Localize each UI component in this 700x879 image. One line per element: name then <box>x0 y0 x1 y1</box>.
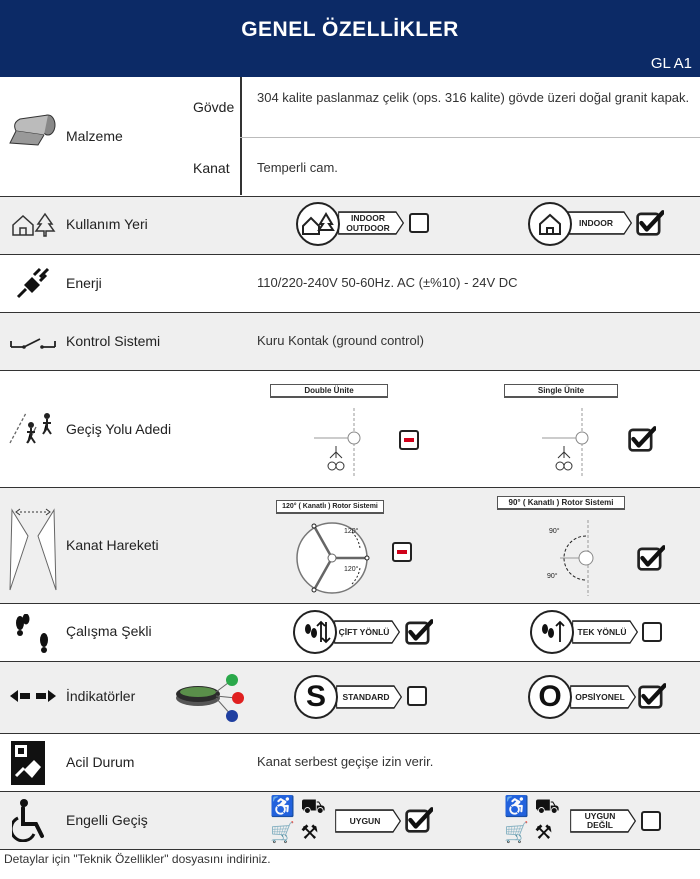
standard-checkbox[interactable] <box>407 686 427 706</box>
standard-badge <box>294 675 338 719</box>
indoor-outdoor-badge <box>296 202 340 246</box>
divider <box>240 137 700 138</box>
indoor-badge <box>528 202 572 246</box>
opsiyonel-checked-checkbox[interactable] <box>638 683 666 709</box>
kanat-hareketi-label: Kanat Hareketi <box>66 537 159 553</box>
enerji-value: 110/220-240V 50-60Hz. AC (±%10) - 24V DC <box>257 275 518 290</box>
accessibility-icons-group <box>270 794 326 846</box>
power-plug-icon <box>14 267 52 301</box>
row-gecis <box>0 371 700 488</box>
acil-label: Acil Durum <box>66 754 135 770</box>
tek-yonlu-tag: TEK YÖNLÜ <box>577 627 627 637</box>
indoor-outdoor-icon <box>10 211 56 237</box>
tek-yonlu-checkbox[interactable] <box>642 622 662 642</box>
unidirectional-footsteps-icon <box>532 612 572 652</box>
opsiyonel-letter: O <box>538 680 562 713</box>
model-code: GL A1 <box>650 55 692 72</box>
standard-tag: STANDARD <box>342 692 390 702</box>
row-calisma <box>0 604 700 662</box>
stroller-icon: ⛟ <box>534 796 560 818</box>
double-unite-diagram <box>312 406 372 478</box>
malzeme-label: Malzeme <box>66 128 123 144</box>
wheelchair-small-icon: ♿ <box>270 796 295 818</box>
angle-label: 120° <box>344 566 359 573</box>
kontrol-value: Kuru Kontak (ground control) <box>257 333 424 348</box>
uygun-degil-tag: UYGUN DEĞİL <box>584 811 616 830</box>
angle-label: 120° <box>344 528 359 535</box>
arrow-indicators-icon <box>8 688 58 704</box>
standard-letter: S <box>305 680 326 713</box>
kullanim-label: Kullanım Yeri <box>66 216 148 232</box>
row-enerji <box>0 255 700 313</box>
angle-label: 90° <box>549 528 560 535</box>
cart-icon: 🛒 <box>270 822 295 844</box>
opsiyonel-tag: OPSİYONEL <box>575 692 625 702</box>
row-acil <box>0 734 700 792</box>
engelli-label: Engelli Geçiş <box>66 812 148 828</box>
rotor-90-checked-checkbox[interactable] <box>637 545 665 571</box>
page-title: GENEL ÖZELLİKLER <box>241 18 459 41</box>
rotor-120-diagram <box>292 518 372 598</box>
acil-value: Kanat serbest geçişe izin verir. <box>257 754 434 769</box>
kanat-material-value: Temperli cam. <box>257 160 338 175</box>
bidirectional-footsteps-icon <box>295 612 335 652</box>
double-unite-caption: Double Ünite <box>270 384 388 398</box>
divider <box>240 77 242 195</box>
cart-icon: 🛒 <box>504 822 529 844</box>
switch-contact-icon <box>10 335 56 351</box>
indicator-dot <box>232 692 244 704</box>
row-malzeme <box>0 77 700 197</box>
accessibility-icons-group <box>504 794 560 846</box>
opsiyonel-badge <box>528 675 572 719</box>
uygun-tag: UYGUN <box>349 816 381 826</box>
single-unite-checked-checkbox[interactable] <box>628 426 656 452</box>
uygun-checked-checkbox[interactable] <box>405 807 433 833</box>
trolley-icon: ⚒ <box>534 822 553 844</box>
indicator-dot <box>226 674 238 686</box>
row-engelli <box>0 792 700 850</box>
steel-roll-icon <box>8 113 58 147</box>
wheelchair-icon <box>12 798 52 842</box>
emergency-button-icon <box>10 740 46 786</box>
rotor-90-caption: 90° ( Kanatlı ) Rotor Sistemi <box>497 496 625 510</box>
kontrol-label: Kontrol Sistemi <box>66 333 161 349</box>
row-kontrol <box>0 313 700 371</box>
single-unite-caption: Single Ünite <box>504 384 618 398</box>
kanat-material-label: Kanat <box>193 160 230 176</box>
calisma-label: Çalışma Şekli <box>66 623 152 639</box>
gecis-label: Geçiş Yolu Adedi <box>66 421 172 437</box>
wing-panels-icon <box>8 506 58 594</box>
indicator-dot <box>226 710 238 722</box>
indoor-tag: INDOOR <box>579 218 613 228</box>
tek-yonlu-badge <box>530 610 574 654</box>
cift-yonlu-tag: ÇİFT YÖNLÜ <box>338 627 390 637</box>
rotor-120-caption: 120° ( Kanatlı ) Rotor Sistemi <box>276 500 384 514</box>
angle-label: 90° <box>547 573 558 580</box>
indoor-outdoor-checkbox[interactable] <box>409 213 429 233</box>
house-tree-icon <box>298 204 338 244</box>
footsteps-icon <box>12 614 56 654</box>
row-indikator <box>0 662 700 734</box>
indoor-outdoor-tag: INDOOR OUTDOOR <box>346 213 390 233</box>
trolley-icon: ⚒ <box>300 822 319 844</box>
rotor-120-minus-box[interactable] <box>392 542 412 562</box>
house-icon <box>530 204 570 244</box>
double-unite-minus-box[interactable] <box>399 430 419 450</box>
cift-yonlu-badge <box>293 610 337 654</box>
walking-people-icon <box>8 411 56 445</box>
enerji-label: Enerji <box>66 275 102 291</box>
stroller-icon: ⛟ <box>300 796 326 818</box>
govde-label: Gövde <box>193 99 235 115</box>
uygun-degil-checkbox[interactable] <box>641 811 661 831</box>
row-kanat <box>0 488 700 604</box>
indikator-label: İndikatörler <box>66 688 136 704</box>
govde-value: 304 kalite paslanmaz çelik (ops. 316 kalite) gövde üzeri doğal granit kapak. <box>257 90 690 105</box>
row-kullanim <box>0 197 700 255</box>
single-unite-diagram <box>540 406 600 478</box>
indoor-checked-checkbox[interactable] <box>636 210 664 236</box>
indicator-lights-image <box>172 668 250 728</box>
wheelchair-small-icon: ♿ <box>504 796 529 818</box>
footer-note: Detaylar için "Teknik Özellikler" dosyasını indiriniz. <box>4 852 271 866</box>
header-banner <box>0 0 700 77</box>
cift-yonlu-checked-checkbox[interactable] <box>405 619 433 645</box>
